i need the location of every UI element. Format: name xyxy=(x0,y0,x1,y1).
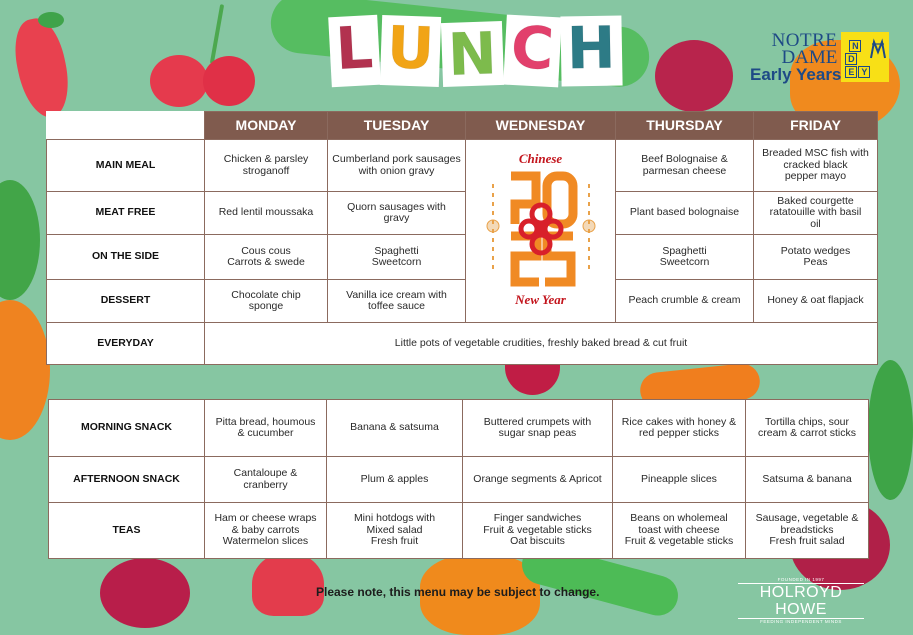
menu-cell: Beef Bolognaise & parmesan cheese xyxy=(616,140,754,192)
block-letter: D xyxy=(845,53,857,65)
menu-cell: Chocolate chip sponge xyxy=(205,280,328,323)
row-label: TEAS xyxy=(49,503,205,559)
row-label: MAIN MEAL xyxy=(47,140,205,192)
menu-cell: Plum & apples xyxy=(327,457,463,503)
logo-blocks-icon xyxy=(841,32,889,82)
table-row xyxy=(47,192,878,235)
title-letter: N xyxy=(441,21,504,87)
red-pepper-illustration xyxy=(8,14,76,122)
menu-cell: Quorn sausages with gravy xyxy=(328,192,466,235)
logo-text xyxy=(750,30,842,84)
menu-cell: Ham or cheese wraps & baby carrots Watermelon slices xyxy=(205,503,327,559)
page-title xyxy=(330,12,622,89)
beetroot-illustration xyxy=(655,40,733,112)
menu-cell: Tortilla chips, sour cream & carrot sticks xyxy=(746,400,869,457)
row-label: AFTERNOON SNACK xyxy=(49,457,205,503)
row-label: EVERYDAY xyxy=(47,323,205,365)
row-label: ON THE SIDE xyxy=(47,235,205,280)
brand-tagline-top: FOUNDED IN 1997 xyxy=(777,577,825,582)
everyday-cell: Little pots of vegetable crudities, freshly baked bread & cut fruit xyxy=(205,323,878,365)
block-letter: N xyxy=(849,40,861,52)
snack-menu-table xyxy=(48,399,869,559)
table-row xyxy=(49,400,869,457)
menu-cell: Honey & oat flapjack xyxy=(754,280,878,323)
row-label: MORNING SNACK xyxy=(49,400,205,457)
menu-cell: Sausage, vegetable & breadsticks Fresh fruit salad xyxy=(746,503,869,559)
menu-cell: Red lentil moussaka xyxy=(205,192,328,235)
menu-cell: Vanilla ice cream with toffee sauce xyxy=(328,280,466,323)
block-letter: E xyxy=(845,66,857,78)
day-header-tuesday: TUESDAY xyxy=(328,112,466,140)
menu-cell: Cantaloupe & cranberry xyxy=(205,457,327,503)
menu-cell: Satsuma & banana xyxy=(746,457,869,503)
orange-pepper-illustration xyxy=(0,300,50,440)
menu-cell: Cous cous Carrots & swede xyxy=(205,235,328,280)
menu-cell: Peach crumble & cream xyxy=(616,280,754,323)
year-2025-knot-icon xyxy=(481,164,601,294)
leaf-illustration xyxy=(38,12,64,28)
leaf-illustration xyxy=(0,180,40,300)
table-row xyxy=(47,280,878,323)
logo-line: NOTRE xyxy=(771,30,838,51)
school-logo xyxy=(750,32,889,84)
chinese-new-year-cell xyxy=(466,140,616,323)
table-row-everyday xyxy=(47,323,878,365)
table-row xyxy=(47,235,878,280)
row-label: MEAT FREE xyxy=(47,192,205,235)
logo-line: Early Years xyxy=(750,65,842,84)
menu-cell: Beans on wholemeal toast with cheese Fruit & vegetable sticks xyxy=(613,503,746,559)
cherry-illustration xyxy=(150,55,208,107)
table-row xyxy=(49,503,869,559)
day-header-monday: MONDAY xyxy=(205,112,328,140)
monogram-icon xyxy=(869,38,887,60)
title-letter: L xyxy=(328,15,381,87)
menu-cell: Pitta bread, houmous & cucumber xyxy=(205,400,327,457)
leaf-illustration xyxy=(868,360,913,500)
day-header-wednesday: WEDNESDAY xyxy=(466,112,616,140)
corner-cell xyxy=(47,112,205,140)
menu-cell: Pineapple slices xyxy=(613,457,746,503)
menu-cell: Banana & satsuma xyxy=(327,400,463,457)
menu-cell: Rice cakes with honey & red pepper sticks xyxy=(613,400,746,457)
table-row xyxy=(49,457,869,503)
table-row xyxy=(47,140,878,192)
menu-cell: Spaghetti Sweetcorn xyxy=(328,235,466,280)
menu-cell: Cumberland pork sausages with onion gravy xyxy=(328,140,466,192)
chinese-new-year-graphic xyxy=(466,149,615,314)
title-letter: H xyxy=(561,15,623,86)
logo-line: DAME xyxy=(781,47,838,68)
day-header-thursday: THURSDAY xyxy=(616,112,754,140)
beetroot-illustration xyxy=(505,360,560,395)
cherry-stem-illustration xyxy=(210,4,224,64)
menu-cell: Breaded MSC fish with cracked black pepper mayo xyxy=(754,140,878,192)
title-letter: U xyxy=(380,15,442,87)
disclaimer-note: Please note, this menu may be subject to change. xyxy=(316,585,600,599)
day-header-friday: FRIDAY xyxy=(754,112,878,140)
block-letter: Y xyxy=(858,66,870,78)
day-header-row xyxy=(47,112,878,140)
menu-cell: Baked courgette ratatouille with basil oil xyxy=(754,192,878,235)
menu-cell: Orange segments & Apricot xyxy=(463,457,613,503)
strawberry-illustration xyxy=(252,552,324,616)
menu-cell: Chicken & parsley stroganoff xyxy=(205,140,328,192)
menu-cell: Spaghetti Sweetcorn xyxy=(616,235,754,280)
brand-name: HOLROYD HOWE xyxy=(738,583,864,619)
cny-bottom-text: New Year xyxy=(515,292,566,307)
beetroot-illustration xyxy=(100,558,190,628)
holroyd-howe-logo xyxy=(738,577,864,625)
menu-cell: Potato wedges Peas xyxy=(754,235,878,280)
row-label: DESSERT xyxy=(47,280,205,323)
title-letter: C xyxy=(503,15,561,88)
menu-cell: Finger sandwiches Fruit & vegetable sticks Oat biscuits xyxy=(463,503,613,559)
cherry-illustration xyxy=(203,56,255,106)
lunch-menu-table xyxy=(46,111,878,365)
menu-cell: Buttered crumpets with sugar snap peas xyxy=(463,400,613,457)
brand-tagline-bottom: FEEDING INDEPENDENT MINDS xyxy=(760,619,842,624)
menu-cell: Plant based bolognaise xyxy=(616,192,754,235)
cny-top-text: Chinese xyxy=(518,150,563,166)
menu-cell: Mini hotdogs with Mixed salad Fresh fruit xyxy=(327,503,463,559)
